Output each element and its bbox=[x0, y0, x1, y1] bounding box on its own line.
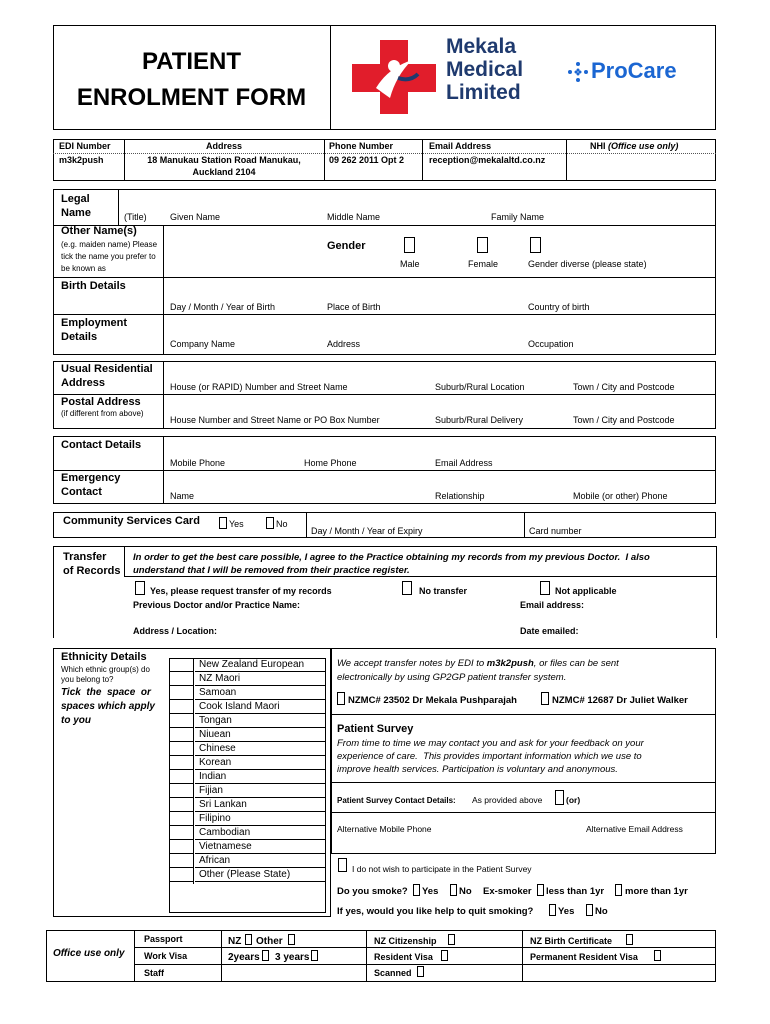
country-of-birth-label: Country of birth bbox=[528, 302, 590, 312]
work-visa-label: Work Visa bbox=[144, 951, 188, 961]
ethnicity-checkbox[interactable] bbox=[169, 728, 194, 742]
visa-2yr-checkbox[interactable] bbox=[262, 950, 269, 961]
ex-smoker-lt1-checkbox[interactable] bbox=[537, 884, 544, 896]
passport-other-checkbox[interactable] bbox=[288, 934, 295, 945]
town-postcode-label-2: Town / City and Postcode bbox=[573, 415, 675, 425]
smoke-yes-checkbox[interactable] bbox=[413, 884, 420, 896]
quit-yes-label: Yes bbox=[558, 906, 575, 917]
ethnicity-option: Niuean bbox=[195, 728, 325, 742]
suburb-location-label: Suburb/Rural Location bbox=[435, 382, 525, 392]
ethnicity-option: African bbox=[195, 854, 325, 868]
scanned-checkbox[interactable] bbox=[417, 966, 424, 977]
transfer-no-label: No transfer bbox=[419, 586, 468, 596]
ethnicity-option: Fijian bbox=[195, 784, 325, 798]
emergency-mobile-label: Mobile (or other) Phone bbox=[573, 491, 668, 501]
ethnicity-option: Cook Island Maori bbox=[195, 700, 325, 714]
ethnicity-option: Other (Please State) bbox=[195, 868, 325, 882]
citizenship-label: NZ Citizenship bbox=[374, 936, 437, 946]
smoke-no-checkbox[interactable] bbox=[450, 884, 457, 896]
email-value: reception@mekalaltd.co.nz bbox=[429, 155, 546, 165]
csc-yes-label: Yes bbox=[229, 519, 244, 529]
ethnicity-option: Indian bbox=[195, 770, 325, 784]
transfer-na-checkbox[interactable] bbox=[540, 581, 550, 595]
nzmc1-checkbox[interactable] bbox=[337, 692, 345, 705]
given-name-label: Given Name bbox=[170, 212, 221, 222]
email-label: Email Address bbox=[429, 141, 492, 151]
date-emailed-label: Date emailed: bbox=[520, 626, 579, 636]
smoke-no-label: No bbox=[459, 886, 472, 897]
address-line2: Auckland 2104 bbox=[192, 167, 256, 177]
gender-diverse-label: Gender diverse (please state) bbox=[528, 259, 647, 269]
ethnicity-checkbox[interactable] bbox=[169, 854, 194, 868]
mekala-logo-line2: Medical bbox=[446, 58, 524, 81]
ethnicity-checkbox[interactable] bbox=[169, 700, 194, 714]
gender-diverse-checkbox[interactable] bbox=[530, 237, 541, 253]
family-name-label: Family Name bbox=[491, 212, 545, 222]
quit-no-checkbox[interactable] bbox=[586, 904, 593, 916]
card-number-label: Card number bbox=[529, 526, 582, 536]
transfer-address-label: Address / Location: bbox=[133, 626, 218, 636]
office-use-label: Office use only bbox=[53, 948, 125, 959]
ethnicity-checkbox[interactable] bbox=[169, 770, 194, 784]
middle-name-label: Middle Name bbox=[327, 212, 381, 222]
passport-nz-label: NZ bbox=[228, 936, 242, 947]
form-title-line2: ENROLMENT FORM bbox=[76, 84, 307, 111]
passport-nz-checkbox[interactable] bbox=[245, 934, 252, 945]
transfer-yes-label: Yes, please request transfer of my records bbox=[150, 586, 332, 596]
gender-male-label: Male bbox=[400, 259, 420, 269]
no-survey-checkbox[interactable] bbox=[338, 858, 347, 872]
gender-male-checkbox[interactable] bbox=[404, 237, 415, 253]
occupation-label: Occupation bbox=[528, 339, 574, 349]
usual-address-label: Usual Residential Address bbox=[61, 363, 153, 389]
procare-logo-text: ProCare bbox=[591, 58, 677, 83]
ethnicity-checkbox[interactable] bbox=[169, 798, 194, 812]
gender-female-checkbox[interactable] bbox=[477, 237, 488, 253]
or-label: (or) bbox=[566, 795, 581, 805]
no-survey-label: I do not wish to participate in the Patient Survey bbox=[352, 864, 532, 874]
other-names-label: Other Name(s) bbox=[61, 225, 137, 237]
dob-label: Day / Month / Year of Birth bbox=[170, 302, 276, 312]
ex-smoker-gt1-checkbox[interactable] bbox=[615, 884, 622, 896]
emergency-name-label: Name bbox=[170, 491, 195, 501]
ethnicity-option: Cambodian bbox=[195, 826, 325, 840]
nhi-note: (Office use only) bbox=[608, 141, 679, 151]
resident-visa-checkbox[interactable] bbox=[441, 950, 448, 961]
phone-label: Phone Number bbox=[329, 141, 394, 151]
quit-yes-checkbox[interactable] bbox=[549, 904, 556, 916]
transfer-records-label: Transfer of Records bbox=[63, 551, 121, 577]
nzmc2-checkbox[interactable] bbox=[541, 692, 549, 705]
ethnicity-checkbox[interactable] bbox=[169, 812, 194, 826]
address-label: Address bbox=[205, 141, 242, 151]
survey-title: Patient Survey bbox=[337, 723, 414, 735]
suburb-delivery-label: Suburb/Rural Delivery bbox=[435, 415, 524, 425]
ethnicity-option: Samoan bbox=[195, 686, 325, 700]
alt-email-label: Alternative Email Address bbox=[586, 824, 683, 834]
alt-mobile-label: Alternative Mobile Phone bbox=[337, 824, 432, 834]
transfer-email-label: Email address: bbox=[520, 600, 585, 610]
ethnicity-checkbox[interactable] bbox=[169, 756, 194, 770]
smoke-yes-label: Yes bbox=[422, 886, 439, 897]
phone-value: 09 262 2011 Opt 2 bbox=[329, 155, 405, 165]
postal-address-label: Postal Address bbox=[61, 396, 141, 408]
ethnicity-option: NZ Maori bbox=[195, 672, 325, 686]
transfer-yes-checkbox[interactable] bbox=[135, 581, 145, 595]
nhi-label-text: NHI bbox=[590, 141, 606, 151]
town-postcode-label: Town / City and Postcode bbox=[573, 382, 675, 392]
po-box-label: House Number and Street Name or PO Box Number bbox=[170, 415, 380, 425]
ethnicity-option: Chinese bbox=[195, 742, 325, 756]
ex-smoker-label: Ex-smoker bbox=[483, 886, 532, 897]
visa-3yr-label: 3 years bbox=[275, 952, 310, 963]
company-name-label: Company Name bbox=[170, 339, 236, 349]
csc-no-label: No bbox=[276, 519, 288, 529]
mekala-logo-line3: Limited bbox=[446, 81, 521, 104]
community-card-label: Community Services Card bbox=[63, 515, 200, 527]
mobile-phone-label: Mobile Phone bbox=[170, 458, 226, 468]
ethnicity-checkbox[interactable] bbox=[169, 658, 194, 672]
visa-3yr-checkbox[interactable] bbox=[311, 950, 318, 961]
header-divider bbox=[330, 25, 331, 130]
transfer-no-checkbox[interactable] bbox=[402, 581, 412, 595]
place-of-birth-label: Place of Birth bbox=[327, 302, 381, 312]
ethnicity-checkbox[interactable] bbox=[169, 742, 194, 756]
as-provided-checkbox[interactable] bbox=[555, 790, 564, 805]
ethnicity-question: Which ethnic group(s) do you belong to? bbox=[61, 665, 150, 684]
postal-address-hint: (if different from above) bbox=[61, 409, 144, 418]
smoke-question: Do you smoke? bbox=[337, 886, 408, 897]
home-phone-label: Home Phone bbox=[304, 458, 357, 468]
previous-doctor-label: Previous Doctor and/or Practice Name: bbox=[133, 600, 301, 610]
visa-2yr-label: 2years bbox=[228, 952, 260, 963]
relationship-label: Relationship bbox=[435, 491, 485, 501]
ethnicity-checkbox[interactable] bbox=[169, 784, 194, 798]
survey-text: From time to time we may contact you and ask for your feedback on your experience of care. This provides important information which we use to improve health services. Participation is voluntary and anonymous. bbox=[337, 738, 644, 775]
gp2gp-text: We accept transfer notes by EDI to m3k2push, or files can be sent electronically by using GP2GP patient transfer system. bbox=[337, 658, 619, 683]
birth-cert-checkbox[interactable] bbox=[626, 934, 633, 945]
resident-visa-label: Resident Visa bbox=[374, 952, 433, 962]
ethnicity-label: Ethnicity Details bbox=[61, 651, 147, 663]
ethnicity-option: Tongan bbox=[195, 714, 325, 728]
citizenship-checkbox[interactable] bbox=[448, 934, 455, 945]
ethnicity-option: Korean bbox=[195, 756, 325, 770]
passport-label: Passport bbox=[144, 934, 183, 944]
ethnicity-tick-instruction: Tick the space or spaces which apply to you bbox=[61, 687, 155, 726]
title-field-label: (Title) bbox=[124, 212, 147, 222]
nhi-label bbox=[590, 141, 678, 152]
edi-label: EDI Number bbox=[59, 141, 111, 151]
gender-label: Gender bbox=[327, 240, 366, 252]
nzmc1-label: NZMC# 23502 Dr Mekala Pushparajah bbox=[348, 695, 517, 706]
staff-label: Staff bbox=[144, 968, 164, 978]
emergency-contact-label: Emergency Contact bbox=[61, 472, 121, 498]
passport-other-label: Other bbox=[256, 936, 283, 947]
birth-details-label: Birth Details bbox=[61, 280, 126, 292]
ethnicity-option: New Zealand European bbox=[195, 658, 325, 672]
ethnicity-checkbox[interactable] bbox=[169, 868, 194, 882]
csc-yes-checkbox[interactable] bbox=[219, 517, 227, 529]
mekala-logo-icon bbox=[352, 38, 437, 114]
as-provided-label: As provided above bbox=[472, 795, 543, 805]
nzmc2-label: NZMC# 12687 Dr Juliet Walker bbox=[552, 695, 688, 706]
contact-email-label: Email Address bbox=[435, 458, 493, 468]
csc-expiry-label: Day / Month / Year of Expiry bbox=[311, 526, 423, 536]
employment-label: Employment Details bbox=[61, 317, 128, 343]
ethnicity-checkbox[interactable] bbox=[169, 826, 194, 840]
ethnicity-checkbox[interactable] bbox=[169, 686, 194, 700]
ethnicity-checkbox[interactable] bbox=[169, 672, 194, 686]
legal-name-label: Legal Name bbox=[61, 193, 91, 219]
contact-details-label: Contact Details bbox=[61, 439, 142, 451]
gender-female-label: Female bbox=[468, 259, 499, 269]
perm-resident-checkbox[interactable] bbox=[654, 950, 661, 961]
quit-no-label: No bbox=[595, 906, 608, 917]
ethnicity-option: Vietnamese bbox=[195, 840, 325, 854]
csc-no-checkbox[interactable] bbox=[266, 517, 274, 529]
survey-contact-label: Patient Survey Contact Details: bbox=[337, 796, 456, 805]
address-line1: 18 Manukau Station Road Manukau, bbox=[147, 155, 301, 165]
lt1yr-label: less than 1yr bbox=[546, 886, 605, 897]
transfer-consent-text: In order to get the best care possible, I agree to the Practice obtaining my records from my previous Doctor. I also understand that I will be removed from their practice register. bbox=[133, 552, 650, 576]
mekala-logo-line1: Mekala bbox=[446, 35, 517, 58]
transfer-na-label: Not applicable bbox=[555, 586, 617, 596]
perm-resident-label: Permanent Resident Visa bbox=[530, 952, 638, 962]
edi-value: m3k2push bbox=[59, 155, 104, 165]
ethnicity-checkbox[interactable] bbox=[169, 840, 194, 854]
other-names-hint: (e.g. maiden name) Please tick the name you prefer to be known as bbox=[61, 240, 158, 273]
form-title-line1: PATIENT bbox=[141, 48, 242, 75]
house-street-label: House (or RAPID) Number and Street Name bbox=[170, 382, 348, 392]
gt1yr-label: more than 1yr bbox=[625, 886, 688, 897]
employment-address-label: Address bbox=[327, 339, 361, 349]
ethnicity-option: Filipino bbox=[195, 812, 325, 826]
birth-cert-label: NZ Birth Certificate bbox=[530, 936, 613, 946]
quit-question: If yes, would you like help to quit smoking? bbox=[337, 906, 534, 917]
procare-logo-icon bbox=[567, 61, 589, 83]
ethnicity-option: Sri Lankan bbox=[195, 798, 325, 812]
scanned-label: Scanned bbox=[374, 968, 412, 978]
ethnicity-checkbox[interactable] bbox=[169, 714, 194, 728]
